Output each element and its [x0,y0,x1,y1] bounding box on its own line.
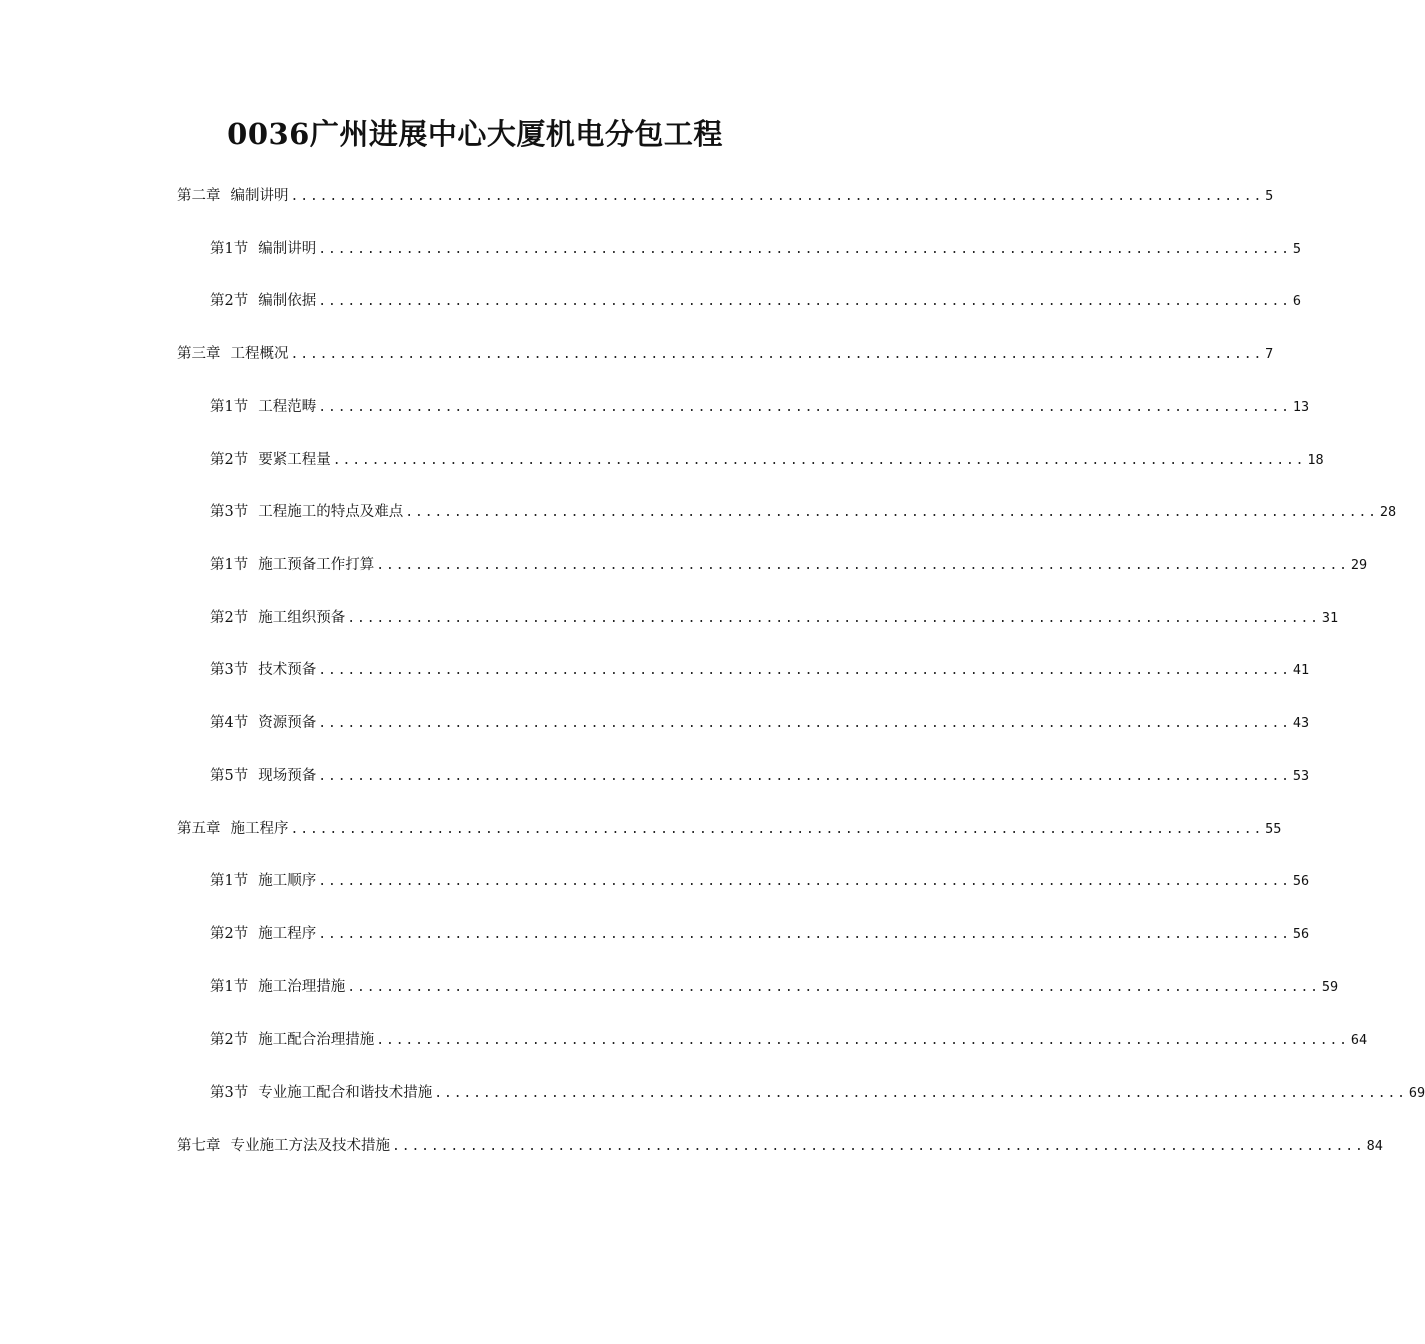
toc-entry[interactable] [210,237,1302,261]
toc-entry[interactable] [210,289,1302,313]
toc-entry[interactable] [210,1028,1368,1052]
toc-heading: 第2节 [210,610,249,626]
toc-page-number: 28 [1379,504,1397,520]
dot-leader: .................................................................................................... [405,505,1378,520]
toc-text: 施工预备工作打算 [258,557,375,573]
dot-leader: .................................................................................................... [318,927,1291,942]
toc-entry[interactable] [210,606,1339,630]
dot-leader: .................................................................................................... [318,663,1291,678]
dot-leader: .................................................................................................... [290,347,1264,362]
toc-heading: 第3节 [210,1085,249,1101]
dot-leader: .................................................................................................... [290,189,1264,204]
dot-leader: .................................................................................................... [376,1033,1349,1048]
toc-page-number: 31 [1321,610,1339,626]
toc-text: 技术预备 [258,662,317,678]
toc-page-number: 43 [1292,715,1310,731]
toc-heading: 第5节 [210,768,249,784]
toc-text: 施工治理措施 [258,979,346,995]
toc-text: 工程概况 [230,346,289,362]
toc-entry[interactable] [210,711,1310,735]
toc-text: 专业施工配合和谐技术措施 [258,1085,433,1101]
toc-heading: 第2节 [210,1032,249,1048]
toc-page-number: 64 [1350,1032,1368,1048]
toc-text: 专业施工方法及技术措施 [230,1138,390,1154]
toc-page-number: 69 [1408,1085,1425,1101]
toc-text: 工程施工的特点及难点 [258,504,404,520]
dot-leader: .................................................................................................... [318,874,1291,889]
toc-entry[interactable] [210,869,1310,893]
dot-leader: .................................................................................................... [318,400,1291,415]
toc-page-number: 18 [1307,452,1324,468]
toc-heading: 第二章 [177,188,221,204]
toc-page-number: 59 [1321,979,1339,995]
toc-entry[interactable] [210,975,1339,999]
toc-page-number: 55 [1265,821,1282,837]
toc-heading: 第1节 [210,873,249,889]
dot-leader: .................................................................................................... [347,611,1320,626]
toc-heading: 第1节 [210,241,249,257]
dot-leader: .................................................................................................... [376,558,1349,573]
toc-page-number: 56 [1292,926,1310,942]
toc-heading: 第3节 [210,662,249,678]
toc-page-number: 6 [1292,293,1302,309]
toc-text: 施工程序 [230,821,289,837]
dot-leader: .................................................................................................... [392,1139,1365,1154]
toc-entry[interactable] [210,658,1310,682]
dot-leader: .................................................................................................... [318,242,1291,257]
toc-heading: 第1节 [210,557,249,573]
toc-heading: 第1节 [210,979,249,995]
toc-text: 施工顺序 [258,873,317,889]
toc-heading: 第七章 [177,1138,221,1154]
toc-heading: 第4节 [210,715,249,731]
toc-text: 要紧工程量 [258,452,331,468]
toc-text: 施工组织预备 [258,610,346,626]
toc-entry[interactable] [177,1134,1383,1158]
toc-entry[interactable] [177,184,1274,208]
toc-entry[interactable] [210,764,1310,788]
toc-text: 施工程序 [258,926,317,942]
toc-heading: 第五章 [177,821,221,837]
toc-text: 编制讲明 [258,241,317,257]
toc-entry[interactable] [210,395,1310,419]
toc-text: 施工配合治理措施 [258,1032,375,1048]
dot-leader: .................................................................................................... [290,822,1264,837]
toc-page-number: 13 [1292,399,1310,415]
toc-page-number: 5 [1265,188,1274,204]
toc-text: 编制依据 [258,293,317,309]
toc-heading: 第三章 [177,346,221,362]
dot-leader: .................................................................................................... [318,716,1291,731]
toc-heading: 第2节 [210,452,249,468]
dot-leader: .................................................................................................... [318,294,1291,309]
dot-leader: .................................................................................................... [434,1086,1407,1101]
toc-heading: 第2节 [210,926,249,942]
toc-entry[interactable] [210,500,1397,524]
dot-leader: .................................................................................................... [318,769,1291,784]
toc-page-number: 84 [1366,1138,1383,1154]
toc-text: 资源预备 [258,715,317,731]
toc-page-number: 56 [1292,873,1310,889]
toc-text: 编制讲明 [230,188,289,204]
toc-page-number: 7 [1265,346,1274,362]
document-title: 0036广州进展中心大厦机电分包工程 [227,117,723,151]
toc-heading: 第2节 [210,293,249,309]
toc-entry[interactable] [210,922,1310,946]
toc-entry[interactable] [177,342,1274,366]
toc-page-number: 29 [1350,557,1368,573]
toc-entry[interactable] [210,448,1324,472]
toc-text: 工程范畴 [258,399,317,415]
toc-heading: 第3节 [210,504,249,520]
toc-entry[interactable] [210,1081,1425,1105]
dot-leader: .................................................................................................... [332,453,1306,468]
toc-heading: 第1节 [210,399,249,415]
toc-page-number: 5 [1292,241,1302,257]
toc-page-number: 41 [1292,662,1310,678]
toc-text: 现场预备 [258,768,317,784]
toc-page-number: 53 [1292,768,1310,784]
toc-entry[interactable] [177,817,1282,841]
dot-leader: .................................................................................................... [347,980,1320,995]
toc-entry[interactable] [210,553,1368,577]
